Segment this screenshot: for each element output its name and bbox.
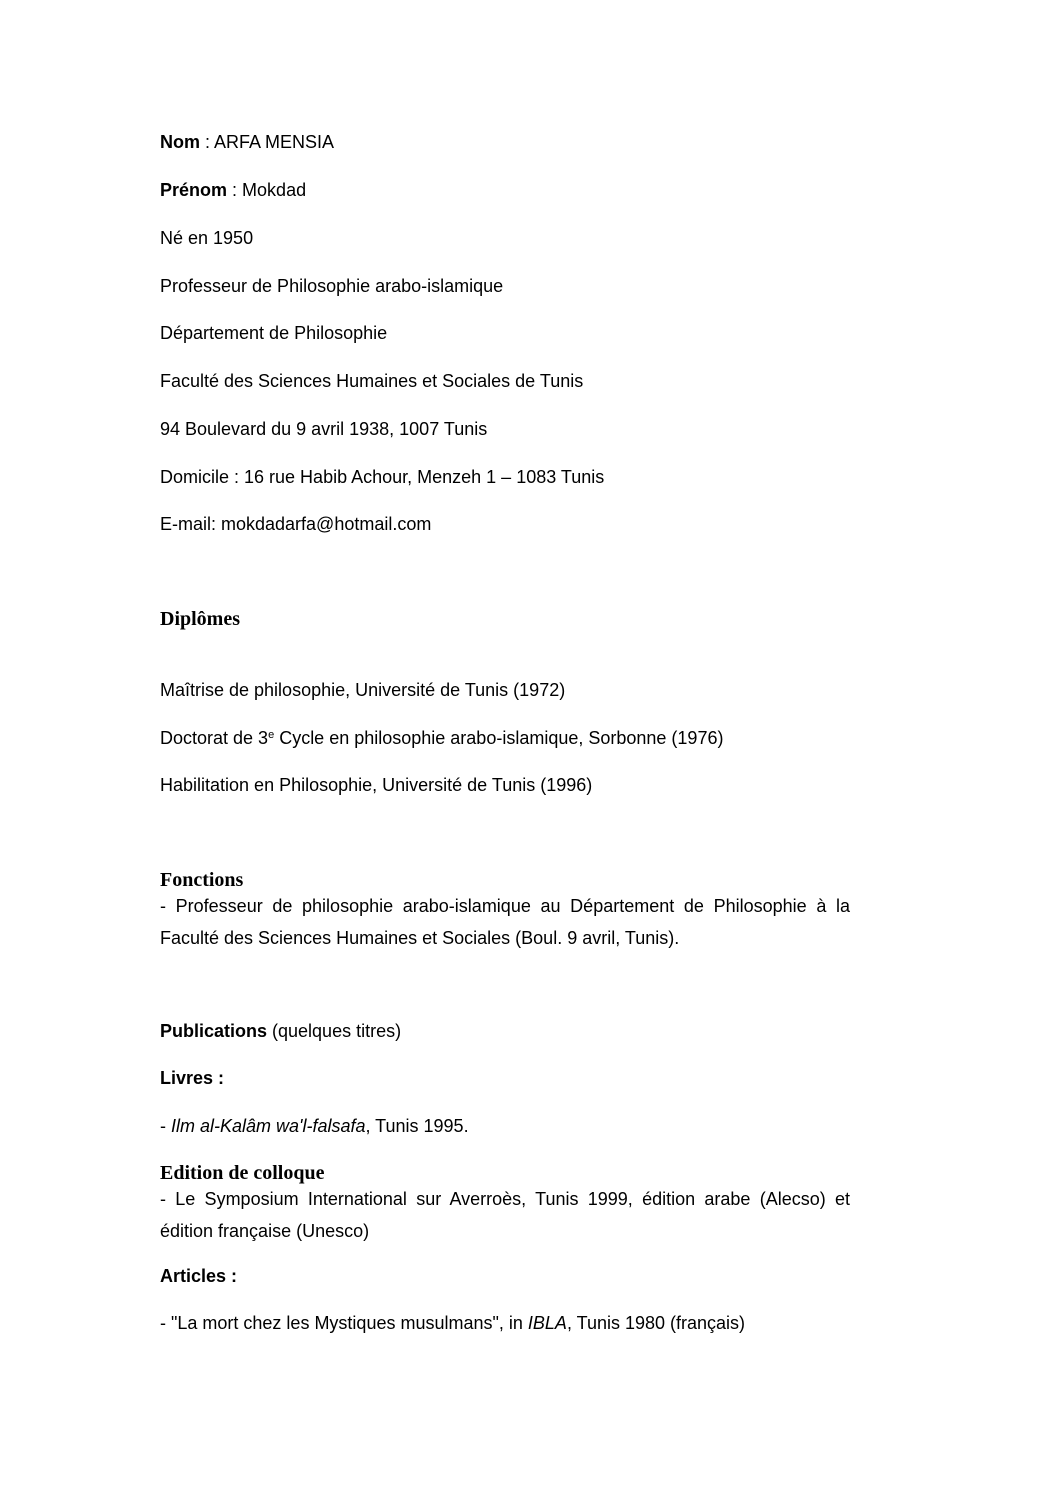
firstname-line (160, 179, 306, 201)
fonctions-heading: Fonctions (160, 869, 244, 891)
nom-label: Nom (160, 132, 200, 152)
domicile-line: Domicile : 16 rue Habib Achour, Menzeh 1 – 1083 Tunis (160, 467, 605, 487)
title-line: Professeur de Philosophie arabo-islamique (160, 276, 504, 296)
nom-separator: : (200, 132, 215, 152)
article-prefix: - "La mort chez les Mystiques musulmans", in (160, 1313, 528, 1333)
diplomes-heading: Diplômes (160, 608, 240, 630)
article-item (160, 1312, 745, 1334)
livre-item (160, 1115, 469, 1137)
livre-suffix: , Tunis 1995. (365, 1116, 469, 1136)
fonctions-paragraph: - Professeur de philosophie arabo-islamique au Département de Philosophie à la Faculté des Sciences Humaines et Sociales (Boul. 9 avril, Tunis). (160, 896, 850, 948)
publications-heading: Publications (160, 1021, 268, 1041)
department-line: Département de Philosophie (160, 323, 388, 343)
diplome-item: Maîtrise de philosophie, Université de Tunis (1972) (160, 680, 566, 700)
birth-line: Né en 1950 (160, 228, 254, 248)
livres-label: Livres : (160, 1068, 225, 1088)
nom-value: ARFA MENSIA (214, 132, 335, 152)
prenom-label: Prénom (160, 180, 228, 200)
diplome-text: Doctorat de 3 (160, 728, 269, 748)
email-line: E-mail: mokdadarfa@hotmail.com (160, 514, 432, 534)
diplome-text: Cycle en philosophie arabo-islamique, Sorbonne (1976) (274, 728, 724, 748)
diplome-item: Habilitation en Philosophie, Université de Tunis (1996) (160, 775, 593, 795)
prenom-value: Mokdad (242, 180, 307, 200)
livre-prefix: - (160, 1116, 171, 1136)
faculty-line: Faculté des Sciences Humaines et Sociales de Tunis (160, 371, 584, 391)
edition-paragraph: - Le Symposium International sur Averroès, Tunis 1999, édition arabe (Alecso) et édition française (Unesco) (160, 1189, 850, 1241)
publications-note: (quelques titres) (267, 1021, 402, 1041)
address-line: 94 Boulevard du 9 avril 1938, 1007 Tunis (160, 419, 488, 439)
edition-heading: Edition de colloque (160, 1162, 325, 1184)
article-suffix: , Tunis 1980 (français) (566, 1313, 746, 1333)
diplome-item (160, 727, 723, 749)
publications-heading-line (160, 1020, 401, 1042)
superscript: e (268, 729, 275, 741)
livre-title: Ilm al-Kalâm wa'l-falsafa (171, 1116, 366, 1136)
articles-label: Articles : (160, 1266, 238, 1286)
prenom-separator: : (227, 180, 243, 200)
name-line (160, 131, 334, 153)
article-journal: IBLA (527, 1313, 567, 1333)
